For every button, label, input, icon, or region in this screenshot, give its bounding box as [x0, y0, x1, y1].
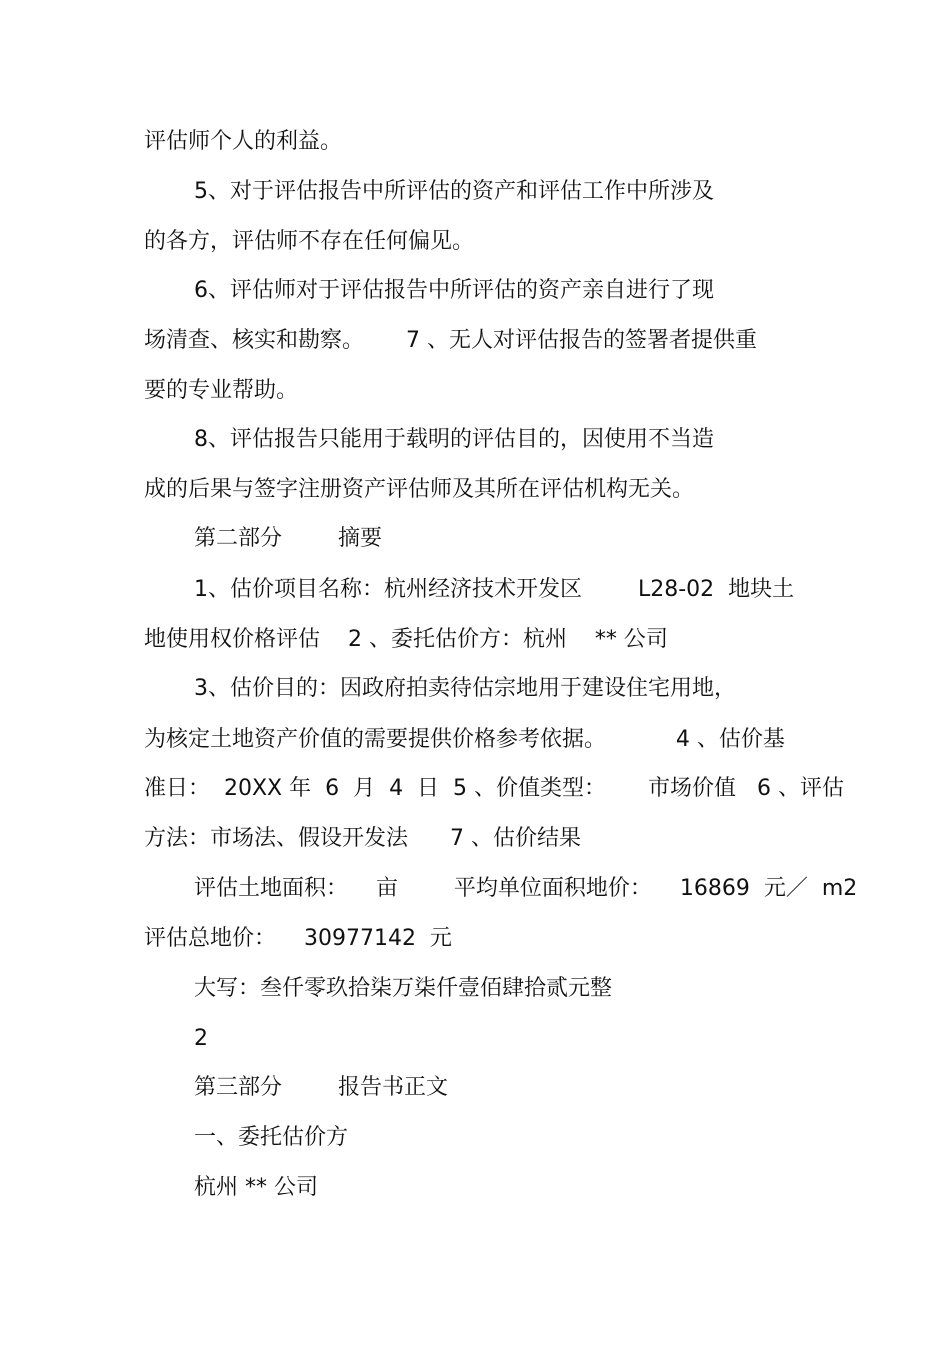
paragraph-line: 3、估价目的：因政府拍卖待估宗地用于建设住宅用地，: [194, 676, 736, 701]
paragraph-line: 准日： 20XX 年 6 月 4 日 5 、价值类型： 市场价值 6 、评估: [144, 776, 844, 801]
paragraph-line: 评估总地价： 30977142 元: [144, 926, 452, 951]
paragraph-line: 8、评估报告只能用于载明的评估目的，因使用不当造: [194, 427, 714, 452]
paragraph-line: 5、对于评估报告中所评估的资产和评估工作中所涉及: [194, 179, 714, 204]
paragraph-line: 方法：市场法、假设开发法 7 、估价结果: [144, 826, 581, 851]
paragraph-line: 评估土地面积： 亩 平均单位面积地价： 16869 元／ m2: [194, 876, 858, 901]
paragraph-line: 评估师个人的利益。: [144, 129, 343, 154]
paragraph-line: 要的专业帮助。: [144, 378, 299, 403]
section-heading: 第三部分 报告书正文: [194, 1075, 448, 1100]
section-heading: 第二部分 摘要: [194, 526, 382, 551]
paragraph-line: 的各方，评估师不存在任何偏见。: [144, 229, 475, 254]
paragraph-line: 地使用权价格评估 2 、委托估价方：杭州 ** 公司: [144, 627, 668, 652]
paragraph-line: 场清查、核实和勘察。 7 、无人对评估报告的签署者提供重: [144, 328, 757, 353]
subsection-heading: 一、委托估价方: [194, 1125, 349, 1150]
paragraph-line: 1、估价项目名称：杭州经济技术开发区 L28-02 地块土: [194, 577, 795, 602]
paragraph-line: 成的后果与签字注册资产评估师及其所在评估机构无关。: [144, 477, 695, 502]
paragraph-line: 为核定土地资产价值的需要提供价格参考依据。 4 、估价基: [144, 727, 785, 752]
paragraph-line: 大写：叁仟零玖拾柒万柒仟壹佰肆拾贰元整: [194, 976, 613, 1001]
page-number: 2: [194, 1026, 208, 1051]
paragraph-line: 杭州 ** 公司: [194, 1175, 318, 1200]
paragraph-line: 6、评估师对于评估报告中所评估的资产亲自进行了现: [194, 278, 714, 303]
